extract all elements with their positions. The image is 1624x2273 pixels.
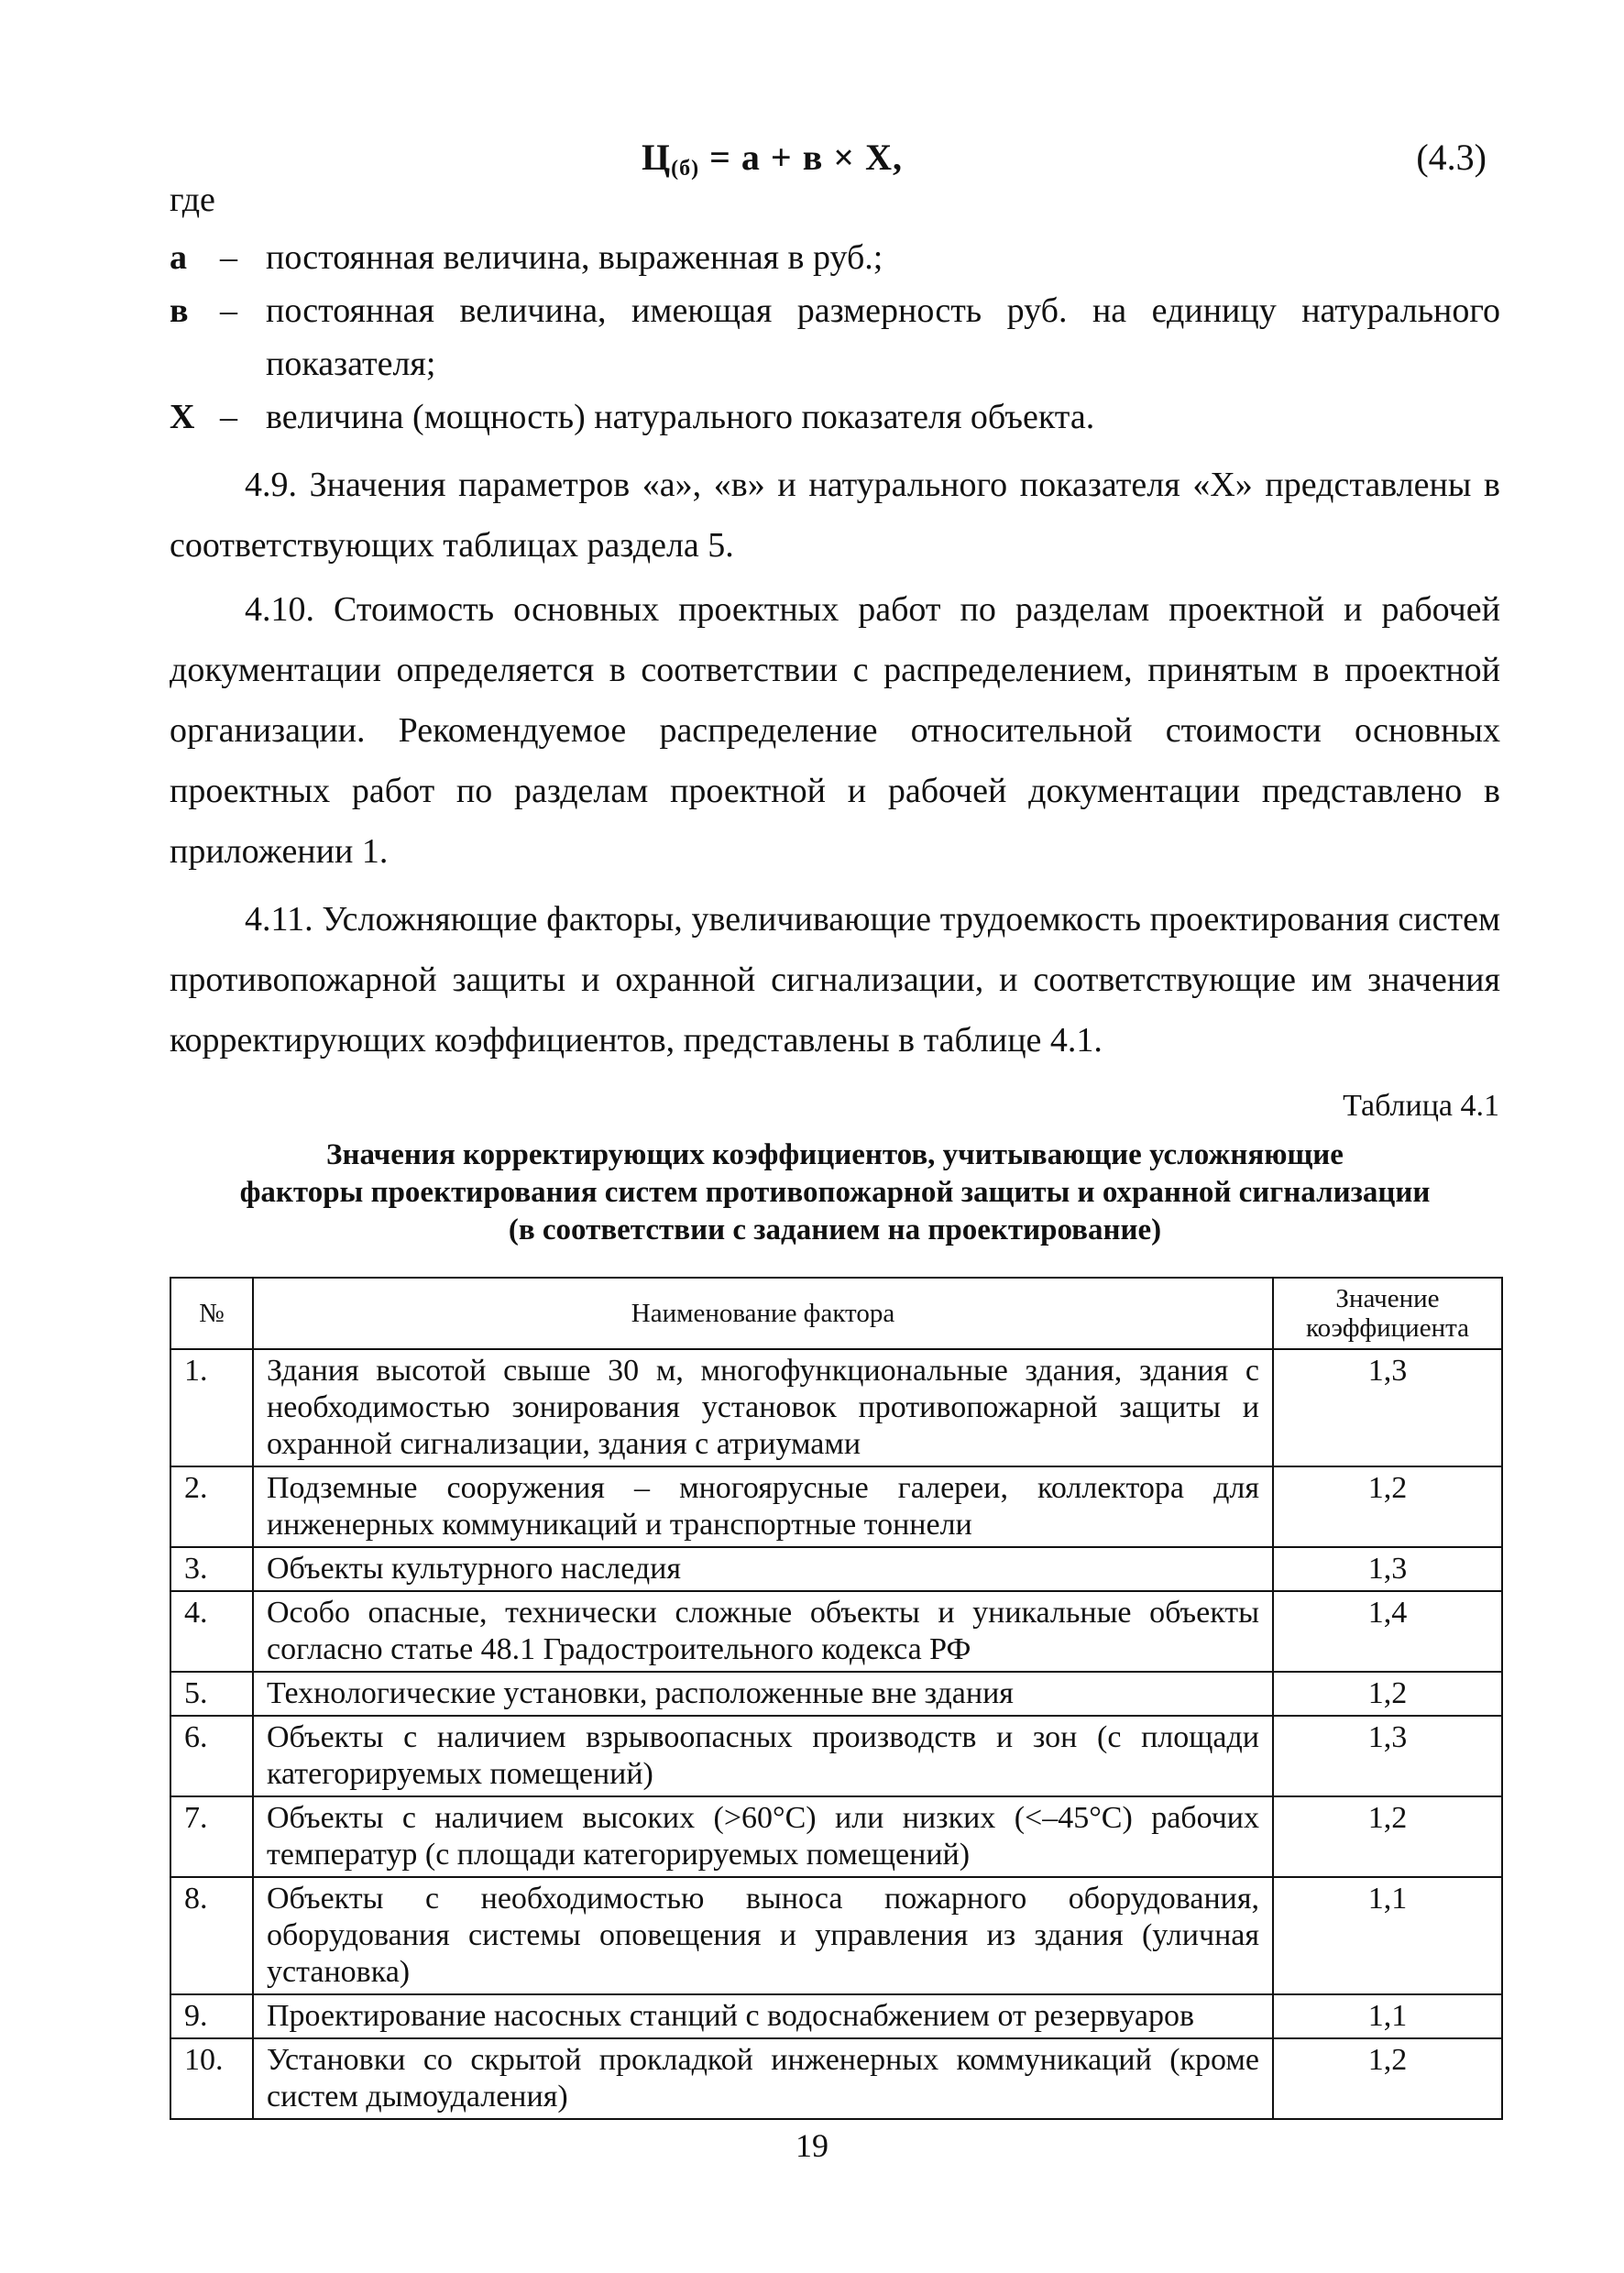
- row-factor-name: Технологические установки, расположенные вне здания: [253, 1672, 1273, 1716]
- table-caption-line: факторы проектирования систем противопожарной защиты и охранной сигнализации: [239, 1176, 1431, 1209]
- definition-a: [170, 231, 1500, 284]
- definition-v: [170, 284, 1500, 390]
- formula-lhs: Ц: [642, 137, 672, 178]
- definition-text: постоянная величина, выраженная в руб.;: [266, 238, 883, 277]
- table-row: [170, 1994, 1502, 2038]
- row-number: 2.: [170, 1466, 253, 1547]
- row-factor-name: Здания высотой свыше 30 м, многофункциональные здания, здания с необходимостью зонирования установок противопожарной защиты и охранной сигнализации, здания с атриумами: [253, 1349, 1273, 1466]
- row-number: 7.: [170, 1796, 253, 1877]
- formula-4-3: [0, 136, 1624, 191]
- table-row: [170, 1672, 1502, 1716]
- table-row: [170, 1466, 1502, 1547]
- row-coefficient: 1,2: [1273, 1672, 1502, 1716]
- row-coefficient: 1,1: [1273, 1877, 1502, 1994]
- table-caption: [170, 1136, 1500, 1249]
- row-factor-name: Объекты культурного наследия: [253, 1547, 1273, 1591]
- definition-symbol: в: [170, 291, 189, 330]
- header-value-line: Значение: [1335, 1284, 1440, 1313]
- row-factor-name: Проектирование насосных станций с водоснабжением от резервуаров: [253, 1994, 1273, 2038]
- paragraph-4-11: 4.11. Усложняющие факторы, увеличивающие трудоемкость проектирования систем противопожарной защиты и охранной сигнализации, и соответствующие им значения корректирующих коэффициентов, представлены в таблице 4.1.: [170, 900, 1500, 1060]
- row-coefficient: 1,2: [1273, 2038, 1502, 2119]
- definitions-list: [170, 231, 1500, 444]
- table-caption-line: (в соответствии с заданием на проектирование): [508, 1213, 1162, 1246]
- row-coefficient: 1,3: [1273, 1349, 1502, 1466]
- definition-dash: –: [220, 291, 237, 330]
- definition-text: величина (мощность) натурального показателя объекта.: [266, 398, 1095, 436]
- definition-x: [170, 390, 1500, 444]
- table-label: Таблица 4.1: [1343, 1089, 1499, 1123]
- paragraph-4-10: 4.10. Стоимость основных проектных работ по разделам проектной и рабочей документации определяется в соответствии с распределением, принятым в проектной организации. Рекомендуемое распределение относительной стоимости основных проектных работ по разделам проектной и рабочей документации представлено в приложении 1.: [170, 590, 1500, 871]
- table-row: [170, 1547, 1502, 1591]
- row-factor-name: Объекты с необходимостью выноса пожарного оборудования, оборудования системы оповещения и управления из здания (уличная установка): [253, 1877, 1273, 1994]
- row-coefficient: 1,3: [1273, 1547, 1502, 1591]
- table-caption-line: Значения корректирующих коэффициентов, учитывающие усложняющие: [326, 1138, 1344, 1171]
- page-number: 19: [796, 2127, 828, 2164]
- row-factor-name: Особо опасные, технически сложные объекты и уникальные объекты согласно статье 48.1 Градостроительного кодекса РФ: [253, 1591, 1273, 1672]
- row-number: 3.: [170, 1547, 253, 1591]
- formula-rhs: = а + в × Х,: [699, 137, 903, 178]
- table-header-row: [170, 1278, 1502, 1349]
- definition-symbol: а: [170, 238, 187, 277]
- row-coefficient: 1,3: [1273, 1716, 1502, 1796]
- table-row: [170, 1591, 1502, 1672]
- where-label: где: [170, 181, 215, 219]
- coefficients-table: [170, 1277, 1503, 2120]
- header-factor-name: Наименование фактора: [253, 1278, 1273, 1349]
- row-number: 4.: [170, 1591, 253, 1672]
- row-factor-name: Объекты с наличием высоких (>60°С) или низких (<–45°С) рабочих температур (с площади категорируемых помещений): [253, 1796, 1273, 1877]
- row-number: 5.: [170, 1672, 253, 1716]
- row-coefficient: 1,1: [1273, 1994, 1502, 2038]
- table-row: [170, 1796, 1502, 1877]
- row-factor-name: Объекты с наличием взрывоопасных производств и зон (с площади категорируемых помещений): [253, 1716, 1273, 1796]
- header-number: №: [170, 1278, 253, 1349]
- row-number: 8.: [170, 1877, 253, 1994]
- paragraph-4-9: 4.9. Значения параметров «а», «в» и натурального показателя «Х» представлены в соответствующих таблицах раздела 5.: [170, 466, 1500, 565]
- header-coefficient-value: [1273, 1278, 1502, 1349]
- table-row: [170, 2038, 1502, 2119]
- table-row: [170, 1877, 1502, 1994]
- formula-number: (4.3): [1416, 137, 1487, 178]
- row-coefficient: 1,4: [1273, 1591, 1502, 1672]
- definition-symbol: Х: [170, 398, 195, 436]
- formula-expression: [642, 136, 903, 181]
- row-coefficient: 1,2: [1273, 1466, 1502, 1547]
- definition-dash: –: [220, 238, 237, 277]
- row-number: 1.: [170, 1349, 253, 1466]
- row-factor-name: Установки со скрытой прокладкой инженерных коммуникаций (кроме систем дымоудаления): [253, 2038, 1273, 2119]
- row-number: 6.: [170, 1716, 253, 1796]
- formula-lhs-subscript: (б): [671, 157, 700, 181]
- row-coefficient: 1,2: [1273, 1796, 1502, 1877]
- table-row: [170, 1716, 1502, 1796]
- row-factor-name: Подземные сооружения – многоярусные галереи, коллектора для инженерных коммуникаций и транспортные тоннели: [253, 1466, 1273, 1547]
- definition-dash: –: [220, 398, 237, 436]
- row-number: 9.: [170, 1994, 253, 2038]
- header-value-line: коэффициента: [1305, 1313, 1469, 1343]
- row-number: 10.: [170, 2038, 253, 2119]
- table-row: [170, 1349, 1502, 1466]
- definition-text: постоянная величина, имеющая размерность руб. на единицу натурального показателя;: [266, 291, 1500, 383]
